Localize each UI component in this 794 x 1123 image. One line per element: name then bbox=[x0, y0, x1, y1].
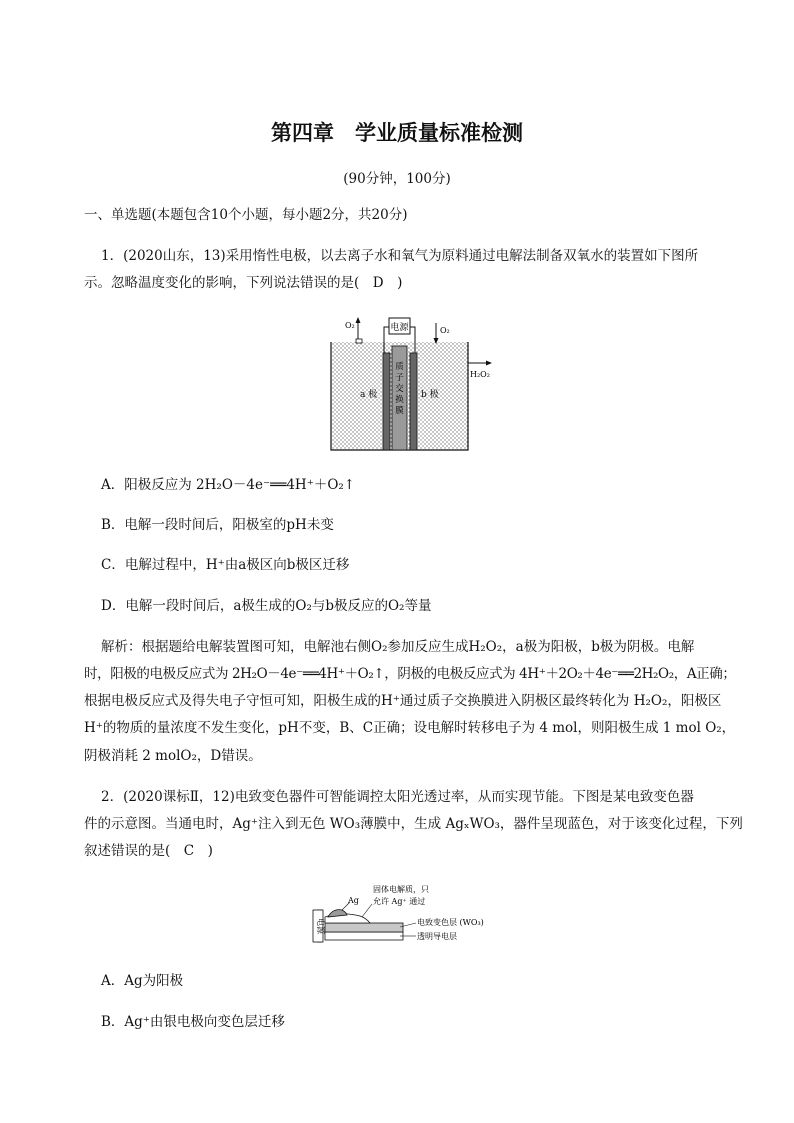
h2o2-label: H₂O₂ bbox=[470, 370, 490, 379]
membrane-char-4: 换 bbox=[395, 395, 404, 405]
q1-option-a: A．阳极反应为 2H₂O－4e⁻══4H⁺＋O₂↑ bbox=[101, 477, 356, 493]
q2-option-a: A．Ag为阳极 bbox=[101, 973, 184, 989]
membrane-char-5: 膜 bbox=[395, 406, 404, 416]
electrochromic-layer-label: 电致变色层 (WO₃) bbox=[417, 918, 484, 927]
membrane-char-1: 质 bbox=[395, 362, 404, 372]
o2-right-label: O₂ bbox=[440, 326, 450, 335]
solid-electrolyte-label-2: 允许 Ag⁺ 通过 bbox=[373, 897, 426, 906]
q2-electrochromic-diagram bbox=[300, 880, 500, 950]
electrochromic-layer bbox=[325, 923, 403, 932]
power-label: 电源 bbox=[316, 918, 325, 934]
power-label: 电源 bbox=[390, 323, 409, 333]
electrode-b-label: b 极 bbox=[421, 390, 439, 400]
electrode-a bbox=[383, 353, 390, 450]
section-heading: 一、单选题(本题包含10个小题，每小题2分，共20分) bbox=[84, 207, 408, 223]
q1-option-c: C．电解过程中，H⁺由a极区向b极区迁移 bbox=[101, 557, 350, 573]
q1-stem-line1: 1．(2020山东，13)采用惰性电极，以去离子水和氧气为原料通过电解法制备双氧水的装置如下图所 bbox=[101, 248, 699, 264]
q1-analysis-line4: H⁺的物质的量浓度不发生变化，pH不变，B、C正确；设电解时转移电子为 4 mol，则阳极生成 1 mol O₂， bbox=[84, 720, 736, 736]
membrane-char-2: 子 bbox=[395, 373, 404, 383]
transparent-conductive-layer bbox=[325, 932, 403, 940]
electrode-b bbox=[410, 353, 417, 450]
q1-option-b: B．电解一段时间后，阳极室的pH未变 bbox=[101, 517, 334, 533]
conductive-layer-label: 透明导电层 bbox=[417, 932, 457, 941]
q1-stem-line2: 示。忽略温度变化的影响，下列说法错误的是( D ) bbox=[84, 275, 403, 291]
q1-analysis-line3: 根据电极反应式及得失电子守恒可知，阳极生成的H⁺通过质子交换膜进入阴极区最终转化为 H₂O₂，阳极区 bbox=[84, 693, 722, 709]
solid-electrolyte-label-1: 固体电解质，只 bbox=[373, 885, 429, 894]
q2-stem-line2: 件的示意图。当通电时，Ag⁺注入到无色 WO₃薄膜中，生成 AgₓWO₃，器件呈现蓝色，对于该变化过程，下列 bbox=[84, 816, 743, 832]
q1-electrolysis-diagram bbox=[330, 313, 502, 453]
membrane-char-3: 交 bbox=[395, 384, 404, 394]
page-subtitle: (90分钟，100分) bbox=[343, 171, 451, 187]
q2-stem-line3: 叙述错误的是( C ) bbox=[84, 843, 213, 859]
ag-label: Ag bbox=[348, 896, 359, 905]
page-title: 第四章 学业质量标准检测 bbox=[271, 121, 523, 145]
q2-stem-line1: 2．(2020课标Ⅱ，12)电致变色器件可智能调控太阳光透过率，从而实现节能。下图是某电致变色器 bbox=[101, 789, 694, 805]
q1-option-d: D．电解一段时间后，a极生成的O₂与b极反应的O₂等量 bbox=[101, 598, 432, 614]
q1-analysis-line2: 时，阳极的电极反应式为 2H₂O－4e⁻══4H⁺＋O₂↑，阴极的电极反应式为 4H⁺＋2O₂＋4e⁻══2H₂O₂，A正确； bbox=[84, 666, 736, 682]
o2-left-label: O₂ bbox=[345, 321, 355, 330]
electrode-a-label: a 极 bbox=[360, 390, 378, 400]
q1-analysis-line5: 阴极消耗 2 molO₂，D错误。 bbox=[84, 748, 262, 764]
q2-option-b: B．Ag⁺由银电极向变色层迁移 bbox=[101, 1014, 285, 1030]
q1-analysis-line1: 解析：根据题给电解装置图可知，电解池右侧O₂参加反应生成H₂O₂，a极为阳极，b极为阴极。电解 bbox=[101, 639, 695, 655]
